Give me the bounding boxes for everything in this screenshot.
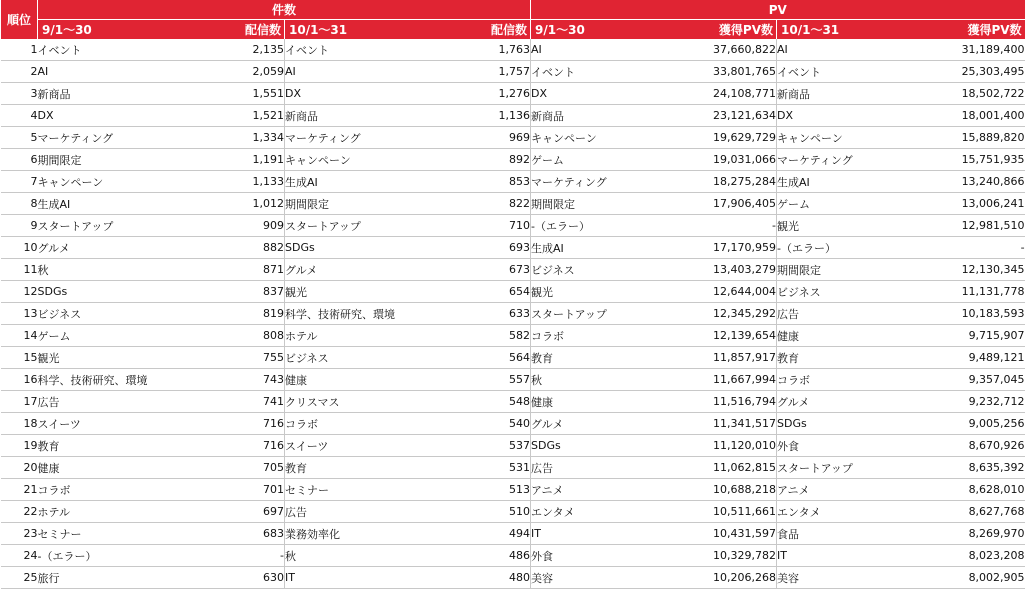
count-oct-keyword: 観光 <box>285 281 419 303</box>
count-sep-value: 837 <box>170 281 285 303</box>
count-sep-keyword: マーケティング <box>38 127 170 149</box>
count-oct-keyword: 業務効率化 <box>285 523 419 545</box>
pv-oct-value: 8,635,392 <box>909 457 1025 479</box>
count-sep-keyword: ゲーム <box>38 325 170 347</box>
pv-sep-value: 11,667,994 <box>663 369 777 391</box>
pv-oct-value: 15,889,820 <box>909 127 1025 149</box>
count-sep-value: 871 <box>170 259 285 281</box>
pv-group-header: PV <box>531 0 1025 20</box>
pv-oct-keyword: 健康 <box>777 325 909 347</box>
table-row <box>1 149 1025 171</box>
table-row <box>1 457 1025 479</box>
table-row <box>1 281 1025 303</box>
pv-sep-value: 11,062,815 <box>663 457 777 479</box>
pv-sep-value: 10,431,597 <box>663 523 777 545</box>
pv-sep-value: 23,121,634 <box>663 105 777 127</box>
pv-oct-value: 25,303,495 <box>909 61 1025 83</box>
pv-sep-keyword: ビジネス <box>531 259 663 281</box>
pv-oct-keyword: ビジネス <box>777 281 909 303</box>
pv-oct-value: 18,502,722 <box>909 83 1025 105</box>
rank-cell: 11 <box>1 259 38 281</box>
count-oct-keyword: 生成AI <box>285 171 419 193</box>
count-sep-value: 1,521 <box>170 105 285 127</box>
count-oct-value: 710 <box>419 215 531 237</box>
rank-cell: 7 <box>1 171 38 193</box>
pv-sep-value: 17,170,959 <box>663 237 777 259</box>
count-oct-metric-header: 配信数 <box>419 20 531 40</box>
table-row <box>1 127 1025 149</box>
count-oct-value: 480 <box>419 567 531 589</box>
pv-sep-keyword: イベント <box>531 61 663 83</box>
table-row <box>1 171 1025 193</box>
pv-sep-value: 11,516,794 <box>663 391 777 413</box>
count-group-header: 件数 <box>38 0 531 20</box>
pv-sep-value: 33,801,765 <box>663 61 777 83</box>
pv-oct-value: 18,001,400 <box>909 105 1025 127</box>
count-oct-keyword: 広告 <box>285 501 419 523</box>
pv-oct-keyword: 外食 <box>777 435 909 457</box>
count-sep-value: 716 <box>170 413 285 435</box>
table-row <box>1 105 1025 127</box>
pv-oct-keyword: マーケティング <box>777 149 909 171</box>
count-oct-value: 1,763 <box>419 39 531 61</box>
count-oct-value: 693 <box>419 237 531 259</box>
table-row <box>1 193 1025 215</box>
pv-oct-keyword: アニメ <box>777 479 909 501</box>
count-sep-keyword: 科学、技術研究、環境 <box>38 369 170 391</box>
rank-cell: 15 <box>1 347 38 369</box>
pv-oct-value: 12,130,345 <box>909 259 1025 281</box>
count-oct-period-header: 10/1～31 <box>285 20 419 40</box>
count-sep-value: 1,551 <box>170 83 285 105</box>
pv-sep-keyword: キャンペーン <box>531 127 663 149</box>
pv-oct-keyword: イベント <box>777 61 909 83</box>
count-sep-value: 808 <box>170 325 285 347</box>
rank-cell: 13 <box>1 303 38 325</box>
count-sep-keyword: 広告 <box>38 391 170 413</box>
pv-oct-keyword: 新商品 <box>777 83 909 105</box>
count-sep-value: 716 <box>170 435 285 457</box>
count-sep-keyword: コラボ <box>38 479 170 501</box>
table-row <box>1 259 1025 281</box>
table-row <box>1 61 1025 83</box>
table-row <box>1 39 1025 61</box>
count-sep-keyword: グルメ <box>38 237 170 259</box>
pv-oct-value: - <box>909 237 1025 259</box>
count-oct-value: 1,276 <box>419 83 531 105</box>
pv-sep-keyword: グルメ <box>531 413 663 435</box>
count-oct-keyword: 健康 <box>285 369 419 391</box>
pv-sep-period-header: 9/1～30 <box>531 20 663 40</box>
count-sep-value: 2,135 <box>170 39 285 61</box>
count-oct-keyword: 新商品 <box>285 105 419 127</box>
pv-sep-keyword: 期間限定 <box>531 193 663 215</box>
table-row <box>1 435 1025 457</box>
pv-oct-metric-header: 獲得PV数 <box>909 20 1025 40</box>
table-row <box>1 325 1025 347</box>
pv-oct-value: 13,006,241 <box>909 193 1025 215</box>
rank-cell: 3 <box>1 83 38 105</box>
count-oct-keyword: DX <box>285 83 419 105</box>
rank-cell: 8 <box>1 193 38 215</box>
pv-sep-keyword: コラボ <box>531 325 663 347</box>
count-oct-value: 494 <box>419 523 531 545</box>
count-oct-value: 654 <box>419 281 531 303</box>
rank-cell: 20 <box>1 457 38 479</box>
count-sep-value: - <box>170 545 285 567</box>
rank-cell: 9 <box>1 215 38 237</box>
count-oct-value: 557 <box>419 369 531 391</box>
count-sep-value: 909 <box>170 215 285 237</box>
pv-oct-keyword: スタートアップ <box>777 457 909 479</box>
count-oct-keyword: スイーツ <box>285 435 419 457</box>
count-oct-keyword: SDGs <box>285 237 419 259</box>
count-oct-value: 1,757 <box>419 61 531 83</box>
rank-cell: 6 <box>1 149 38 171</box>
table-row <box>1 523 1025 545</box>
table-row <box>1 303 1025 325</box>
pv-oct-keyword: AI <box>777 39 909 61</box>
count-sep-keyword: SDGs <box>38 281 170 303</box>
rank-cell: 10 <box>1 237 38 259</box>
count-sep-value: 755 <box>170 347 285 369</box>
rank-cell: 17 <box>1 391 38 413</box>
count-oct-keyword: AI <box>285 61 419 83</box>
pv-oct-keyword: エンタメ <box>777 501 909 523</box>
rank-cell: 22 <box>1 501 38 523</box>
count-sep-value: 697 <box>170 501 285 523</box>
pv-sep-keyword: AI <box>531 39 663 61</box>
pv-sep-keyword: 外食 <box>531 545 663 567</box>
pv-sep-value: 17,906,405 <box>663 193 777 215</box>
pv-sep-keyword: 新商品 <box>531 105 663 127</box>
count-oct-value: 582 <box>419 325 531 347</box>
group-header-row <box>1 0 1025 20</box>
count-oct-value: 892 <box>419 149 531 171</box>
pv-oct-value: 9,715,907 <box>909 325 1025 347</box>
rank-cell: 23 <box>1 523 38 545</box>
count-oct-keyword: 期間限定 <box>285 193 419 215</box>
pv-oct-value: 31,189,400 <box>909 39 1025 61</box>
pv-oct-value: 9,489,121 <box>909 347 1025 369</box>
pv-sep-value: 19,629,729 <box>663 127 777 149</box>
count-oct-value: 540 <box>419 413 531 435</box>
count-oct-value: 564 <box>419 347 531 369</box>
pv-sep-keyword: 美容 <box>531 567 663 589</box>
count-oct-keyword: クリスマス <box>285 391 419 413</box>
table-row <box>1 347 1025 369</box>
count-sep-value: 1,133 <box>170 171 285 193</box>
count-oct-keyword: 科学、技術研究、環境 <box>285 303 419 325</box>
pv-sep-keyword: SDGs <box>531 435 663 457</box>
pv-sep-keyword: -（エラー） <box>531 215 663 237</box>
table-row <box>1 237 1025 259</box>
count-sep-value: 2,059 <box>170 61 285 83</box>
pv-oct-keyword: 期間限定 <box>777 259 909 281</box>
pv-oct-value: 11,131,778 <box>909 281 1025 303</box>
count-sep-keyword: キャンペーン <box>38 171 170 193</box>
count-oct-keyword: マーケティング <box>285 127 419 149</box>
table-row <box>1 567 1025 589</box>
rank-cell: 14 <box>1 325 38 347</box>
pv-oct-keyword: SDGs <box>777 413 909 435</box>
count-oct-keyword: セミナー <box>285 479 419 501</box>
count-sep-keyword: 教育 <box>38 435 170 457</box>
count-sep-value: 882 <box>170 237 285 259</box>
pv-sep-value: 12,139,654 <box>663 325 777 347</box>
count-sep-keyword: 生成AI <box>38 193 170 215</box>
table-row <box>1 501 1025 523</box>
pv-sep-keyword: エンタメ <box>531 501 663 523</box>
pv-sep-value: 10,206,268 <box>663 567 777 589</box>
rank-cell: 24 <box>1 545 38 567</box>
pv-oct-keyword: 食品 <box>777 523 909 545</box>
pv-oct-value: 12,981,510 <box>909 215 1025 237</box>
count-sep-keyword: イベント <box>38 39 170 61</box>
pv-oct-value: 15,751,935 <box>909 149 1025 171</box>
count-sep-metric-header: 配信数 <box>170 20 285 40</box>
pv-oct-value: 8,628,010 <box>909 479 1025 501</box>
rank-cell: 2 <box>1 61 38 83</box>
count-oct-value: 510 <box>419 501 531 523</box>
pv-oct-keyword: キャンペーン <box>777 127 909 149</box>
count-oct-keyword: コラボ <box>285 413 419 435</box>
count-sep-keyword: AI <box>38 61 170 83</box>
count-sep-keyword: ホテル <box>38 501 170 523</box>
pv-sep-value: 11,341,517 <box>663 413 777 435</box>
pv-oct-value: 9,005,256 <box>909 413 1025 435</box>
pv-sep-value: 19,031,066 <box>663 149 777 171</box>
pv-sep-keyword: IT <box>531 523 663 545</box>
ranking-body <box>1 39 1025 589</box>
pv-oct-keyword: 教育 <box>777 347 909 369</box>
pv-oct-keyword: ゲーム <box>777 193 909 215</box>
count-oct-keyword: イベント <box>285 39 419 61</box>
count-sep-value: 741 <box>170 391 285 413</box>
pv-sep-keyword: DX <box>531 83 663 105</box>
pv-oct-period-header: 10/1～31 <box>777 20 909 40</box>
pv-oct-value: 8,269,970 <box>909 523 1025 545</box>
pv-oct-value: 8,670,926 <box>909 435 1025 457</box>
pv-oct-value: 13,240,866 <box>909 171 1025 193</box>
pv-oct-keyword: グルメ <box>777 391 909 413</box>
count-sep-value: 630 <box>170 567 285 589</box>
sub-header-row <box>1 20 1025 40</box>
count-oct-keyword: 教育 <box>285 457 419 479</box>
table-row <box>1 391 1025 413</box>
pv-sep-metric-header: 獲得PV数 <box>663 20 777 40</box>
count-sep-value: 819 <box>170 303 285 325</box>
pv-sep-value: - <box>663 215 777 237</box>
count-oct-keyword: スタートアップ <box>285 215 419 237</box>
pv-sep-keyword: スタートアップ <box>531 303 663 325</box>
count-oct-value: 822 <box>419 193 531 215</box>
pv-oct-keyword: 生成AI <box>777 171 909 193</box>
table-row <box>1 479 1025 501</box>
pv-sep-keyword: 秋 <box>531 369 663 391</box>
pv-sep-value: 10,688,218 <box>663 479 777 501</box>
count-sep-period-header: 9/1～30 <box>38 20 170 40</box>
count-sep-keyword: 新商品 <box>38 83 170 105</box>
pv-sep-value: 10,511,661 <box>663 501 777 523</box>
count-sep-value: 1,334 <box>170 127 285 149</box>
pv-sep-keyword: マーケティング <box>531 171 663 193</box>
pv-oct-value: 8,023,208 <box>909 545 1025 567</box>
table-row <box>1 215 1025 237</box>
count-oct-keyword: キャンペーン <box>285 149 419 171</box>
count-oct-value: 853 <box>419 171 531 193</box>
pv-sep-keyword: アニメ <box>531 479 663 501</box>
pv-sep-value: 12,644,004 <box>663 281 777 303</box>
count-oct-keyword: IT <box>285 567 419 589</box>
rank-cell: 21 <box>1 479 38 501</box>
rank-cell: 4 <box>1 105 38 127</box>
count-oct-keyword: ホテル <box>285 325 419 347</box>
count-sep-value: 705 <box>170 457 285 479</box>
count-oct-value: 531 <box>419 457 531 479</box>
count-sep-keyword: 秋 <box>38 259 170 281</box>
count-oct-value: 673 <box>419 259 531 281</box>
rank-header: 順位 <box>1 0 38 39</box>
count-sep-keyword: 期間限定 <box>38 149 170 171</box>
count-oct-keyword: グルメ <box>285 259 419 281</box>
pv-oct-keyword: 観光 <box>777 215 909 237</box>
count-sep-value: 743 <box>170 369 285 391</box>
count-sep-value: 683 <box>170 523 285 545</box>
table-row <box>1 545 1025 567</box>
table-row <box>1 83 1025 105</box>
count-oct-keyword: ビジネス <box>285 347 419 369</box>
pv-sep-value: 10,329,782 <box>663 545 777 567</box>
pv-sep-keyword: 広告 <box>531 457 663 479</box>
pv-sep-value: 11,857,917 <box>663 347 777 369</box>
count-sep-keyword: 旅行 <box>38 567 170 589</box>
count-sep-keyword: スイーツ <box>38 413 170 435</box>
pv-sep-value: 13,403,279 <box>663 259 777 281</box>
count-oct-value: 969 <box>419 127 531 149</box>
count-sep-keyword: -（エラー） <box>38 545 170 567</box>
rank-cell: 25 <box>1 567 38 589</box>
pv-sep-keyword: 観光 <box>531 281 663 303</box>
pv-oct-value: 8,002,905 <box>909 567 1025 589</box>
rank-cell: 16 <box>1 369 38 391</box>
table-row <box>1 413 1025 435</box>
count-oct-value: 633 <box>419 303 531 325</box>
table-row <box>1 369 1025 391</box>
count-oct-value: 486 <box>419 545 531 567</box>
pv-oct-value: 9,232,712 <box>909 391 1025 413</box>
pv-sep-keyword: 教育 <box>531 347 663 369</box>
count-sep-keyword: DX <box>38 105 170 127</box>
pv-oct-value: 10,183,593 <box>909 303 1025 325</box>
rank-cell: 18 <box>1 413 38 435</box>
pv-oct-keyword: 美容 <box>777 567 909 589</box>
count-sep-keyword: ビジネス <box>38 303 170 325</box>
pv-sep-keyword: 生成AI <box>531 237 663 259</box>
count-sep-keyword: セミナー <box>38 523 170 545</box>
rank-cell: 19 <box>1 435 38 457</box>
pv-oct-keyword: 広告 <box>777 303 909 325</box>
pv-sep-value: 18,275,284 <box>663 171 777 193</box>
count-sep-keyword: スタートアップ <box>38 215 170 237</box>
count-sep-value: 1,191 <box>170 149 285 171</box>
pv-oct-keyword: -（エラー） <box>777 237 909 259</box>
rank-cell: 12 <box>1 281 38 303</box>
count-oct-keyword: 秋 <box>285 545 419 567</box>
pv-sep-keyword: 健康 <box>531 391 663 413</box>
count-sep-keyword: 観光 <box>38 347 170 369</box>
count-oct-value: 1,136 <box>419 105 531 127</box>
pv-sep-value: 12,345,292 <box>663 303 777 325</box>
pv-sep-value: 37,660,822 <box>663 39 777 61</box>
count-oct-value: 548 <box>419 391 531 413</box>
pv-sep-value: 11,120,010 <box>663 435 777 457</box>
pv-oct-keyword: IT <box>777 545 909 567</box>
count-oct-value: 537 <box>419 435 531 457</box>
pv-oct-keyword: DX <box>777 105 909 127</box>
pv-oct-value: 8,627,768 <box>909 501 1025 523</box>
count-oct-value: 513 <box>419 479 531 501</box>
pv-oct-keyword: コラボ <box>777 369 909 391</box>
count-sep-keyword: 健康 <box>38 457 170 479</box>
count-sep-value: 701 <box>170 479 285 501</box>
rank-cell: 5 <box>1 127 38 149</box>
pv-sep-value: 24,108,771 <box>663 83 777 105</box>
pv-sep-keyword: ゲーム <box>531 149 663 171</box>
pv-oct-value: 9,357,045 <box>909 369 1025 391</box>
count-sep-value: 1,012 <box>170 193 285 215</box>
rank-cell: 1 <box>1 39 38 61</box>
